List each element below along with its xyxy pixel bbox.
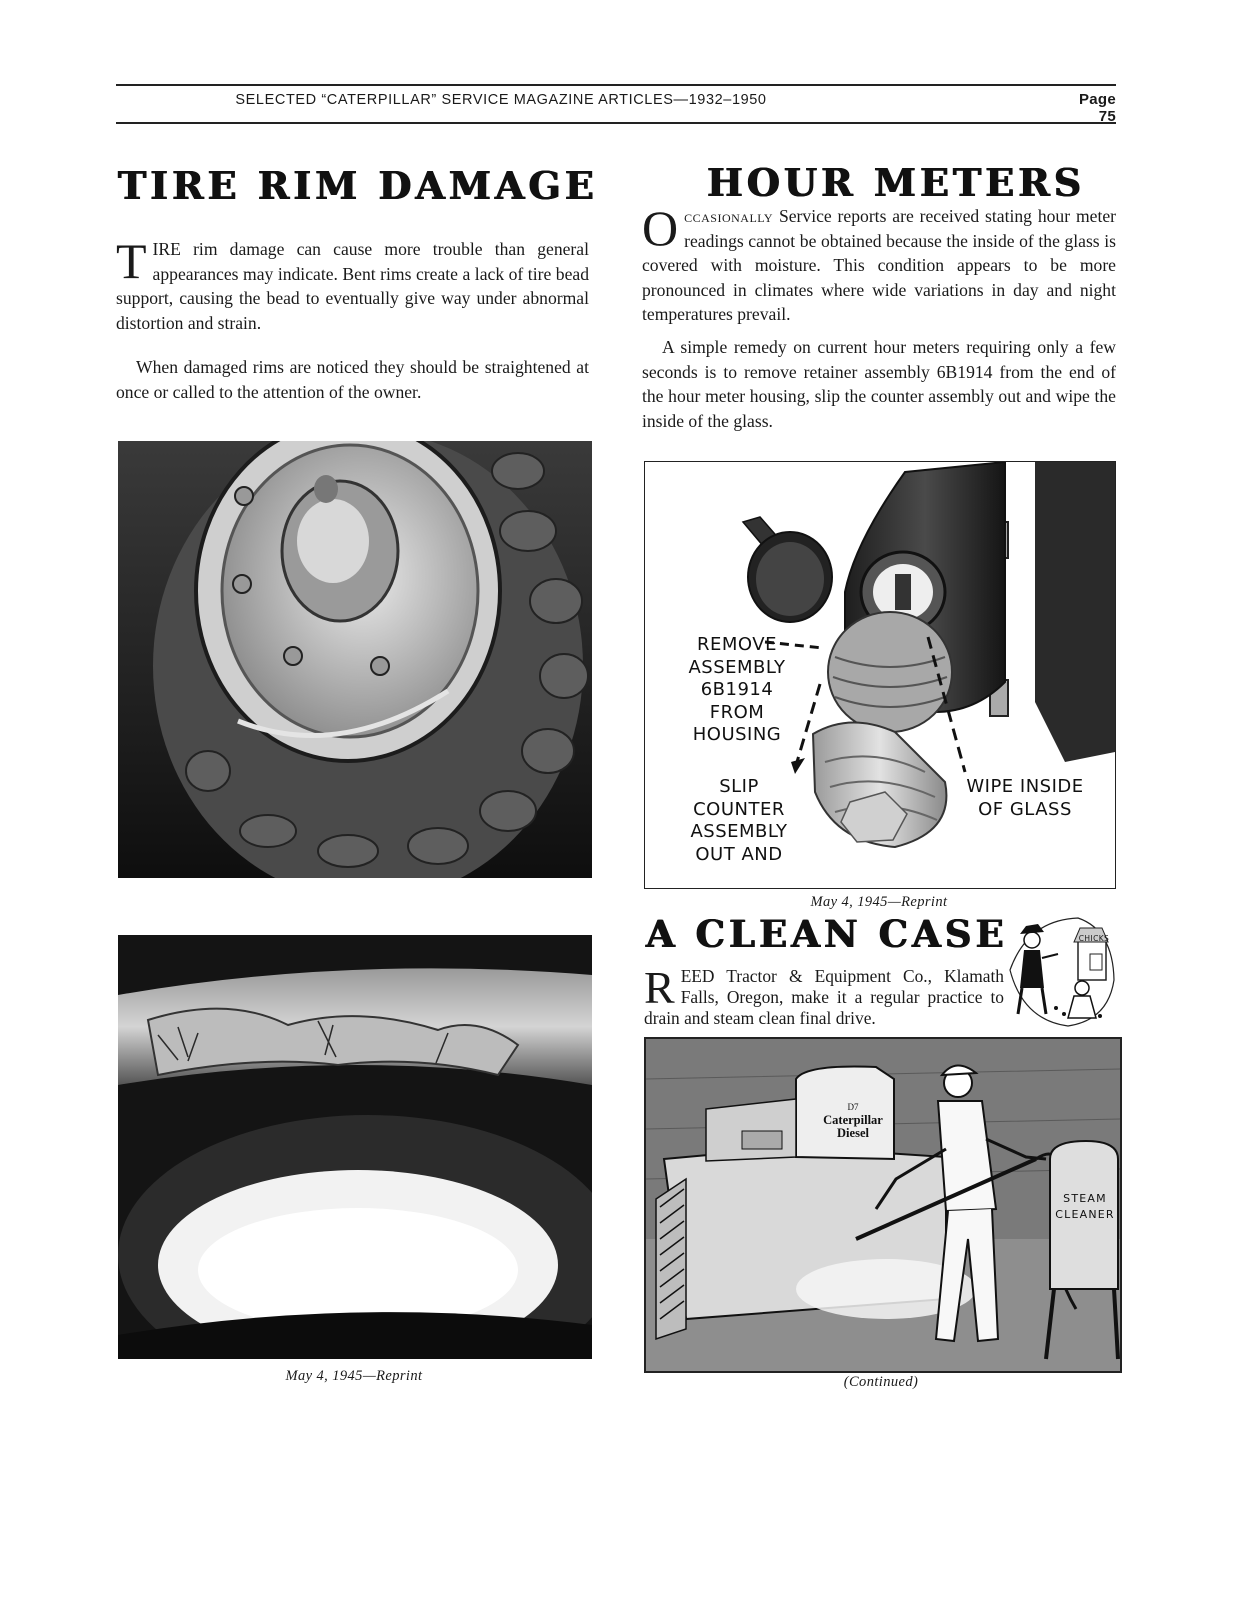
hour-meters-paragraph-1-text: Service reports are received stating hour meter readings cannot be obtained because the inside of the glass is covered with moisture. This condition appears to be more pronounced in climates where wide variations in day and night temperatures prevail. [642,206,1116,325]
tractor-nameplate [808,1101,898,1140]
tire-rim-dropcap: T [116,233,147,289]
tire-rim-paragraph-1-text: IRE rim damage can cause more trouble than general appearances may indicate. Bent rims create a lack of tire bead support, causing the bead to eventually give way under abnormal distortion and strain. [116,239,589,333]
clean-case-dropcap: R [644,962,675,1013]
steam-cleaner-label [1050,1191,1120,1223]
tractor-brand: Caterpillar [823,1113,883,1127]
running-title: SELECTED “CATERPILLAR” SERVICE MAGAZINE ARTICLES—1932–1950 [235,92,767,108]
hour-meters-headline: HOUR METERS [707,160,1086,205]
cartoon-chicks-icon [1008,910,1116,1030]
hour-meters-lead-word: ccasionally [684,206,774,226]
callout-remove-assembly: REMOVE ASSEMBLY 6B1914 FROM HOUSING [688,634,786,745]
continued-note: (Continued) [843,1374,919,1390]
chicks-sign: CHICKS [1078,934,1110,943]
header-rule-top [116,84,1116,86]
hour-meters-paragraph-2: A simple remedy on current hour meters requiring only a few seconds is to remove retainer assembly 6B1914 from the end of the hour meter housing, slip the counter assembly out and wipe the inside of the glass. [642,337,1116,431]
tire-rim-paragraph-2: When damaged rims are noticed they should be straightened at once or called to the attention of the owner. [116,357,589,402]
tire-rim-headline: TIRE RIM DAMAGE [118,163,598,208]
callout-slip-counter: SLIP COUNTER ASSEMBLY OUT AND [690,776,788,865]
tire-rim-paragraph-1 [116,233,589,335]
hour-meters-paragraph-1 [642,200,1116,327]
hour-meters-dropcap: O [642,200,679,256]
tire-rim-caption: May 4, 1945—Reprint [285,1368,423,1384]
clean-case-paragraph [644,962,1004,1029]
tractor-badge: D7 [847,1102,859,1112]
steam-cleaning-illustration [644,1037,1122,1373]
tractor-model: Diesel [837,1126,869,1140]
hour-meters-caption: May 4, 1945—Reprint [810,894,948,910]
header-rule-bottom [116,122,1116,124]
steam-cleaner-label-line-1: STEAM [1063,1192,1107,1205]
clean-case-paragraph-text: EED Tractor & Equipment Co., Klamath Falls, Oregon, make it a regular practice to drain and steam clean final drive. [644,966,1004,1028]
clean-case-headline: A CLEAN CASE [646,912,1008,956]
steam-cleaner-label-line-2: CLEANER [1055,1208,1115,1221]
tire-photo [118,441,592,878]
hour-meter-illustration [644,461,1116,889]
rim-damage-photo [118,935,592,1359]
callout-wipe-glass: WIPE INSIDE OF GLASS [966,776,1084,820]
page-number: Page 75 [1078,91,1116,125]
